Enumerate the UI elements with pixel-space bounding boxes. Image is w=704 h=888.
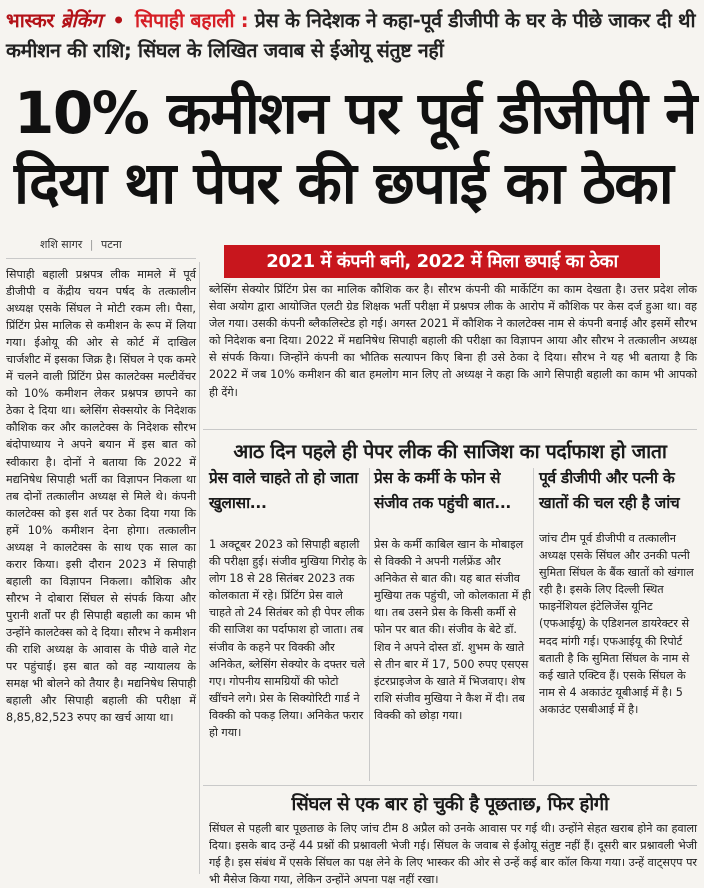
breaking-text: प्रेस के निदेशक ने कहा-पूर्व डीजीपी के घर के पीछे जाकर दी थी कमीशन की राशि; सिंघल के लिखित जवाब से ईओयू संतुष्ट नहीं bbox=[6, 9, 696, 62]
story-box-company bbox=[203, 281, 697, 401]
byline-city: पटना bbox=[101, 238, 122, 251]
subcolumn-1-text: 1 अक्टूबर 2023 को सिपाही बहाली की परीक्षा हुई। संजीव मुखिया गिरोह के लोग 18 से 28 सितंबर 2023 तक कोलकाता में रहे। प्रिंटिंग प्रेस वाले चाहते तो 24 सितंबर को ही पेपर लीक की साजिश का पर्दाफाश हो जाता। तब संजीव के कहने पर विक्की और अनिकेत, ब्लेसिंग सेक्योर के दफ्तर चले गए। गोपनीय सामग्रियों की फोटो खींचने लगे। प्रेस के सिक्योरिटी गार्ड ने विक्की को पकड़ लिया। अनिकेत फरार हो गया। bbox=[209, 538, 367, 740]
box1-text: ब्लेसिंग सेक्योर प्रिंटिंग प्रेस का मालिक कौशिक कर है। सौरभ कंपनी की मार्केटिंग का काम देखता है। उत्तर प्रदेश लोक सेवा अयोग द्वारा आयोजित एलटी ग्रेड शिक्षक भर्ती परीक्षा में प्रश्नपत्र लीक के आरोप में कौशिक पर केस दर्ज हुआ था। वह जेल गया। उसकी कंपनी ब्लैकलिस्टेड हो गई। अगस्त 2021 में कौशिक ने कालटेक्स नाम से कंपनी बनाई और इसमें सौरभ को निदेशक बना दिया। 2022 में मद्यनिषेध सिपाही बहाली की परीक्षा का विज्ञापन आया और सौरभ ने तत्कालीन अध्यक्ष से संपर्क किया। जिन्होंने कंपनी का भौतिक सत्यापन किए बिना ही उसे ठेका दे दिया। सौरभ ने यह भी बताया है कि 2022 में जब 10% कमीशन की बात हमलोग मान लिए तो अध्यक्ष ने कहा कि आगे सिपाही बहाली का काम भी आपको ही देंगे। bbox=[209, 283, 697, 399]
column-divider bbox=[199, 262, 200, 874]
subcolumn-3 bbox=[539, 466, 697, 718]
topic-colon: : bbox=[240, 9, 249, 32]
section2-text: सिंघल से पहली बार पूछताछ के लिए जांच टीम 8 अप्रैल को उनके आवास पर गई थी। उन्होंने सेहत खराब होने का हवाला दिया। इसके बाद उन्हें 44 प्रश्नों की प्रश्नावली भेजी गई। सिंघल के जवाब से ईओयू संतुष्ट नहीं हैं। दूसरी बार प्रश्नावली भेजी गई है। इस संबंध में एसके सिंघल का पक्ष लेने के लिए भास्कर की ओर से उन्हें कई बार कॉल किया गया। उन्हें वाट्सएप पर भी मैसेज किया गया, लेकिन उन्होंने अपना पक्ष नहीं रखा। bbox=[209, 822, 697, 887]
section-heading: आठ दिन पहले ही पेपर लीक की साजिश का पर्दाफाश हो जाता bbox=[233, 440, 667, 463]
section2-heading: सिंघल से एक बार हो चुकी है पूछताछ, फिर होगी bbox=[291, 794, 609, 815]
red-banner: 2021 में कंपनी बनी, 2022 में मिला छपाई का ठेका bbox=[224, 245, 660, 278]
section2-top-rule bbox=[203, 785, 697, 786]
byline-rule bbox=[6, 258, 196, 259]
byline bbox=[40, 237, 122, 252]
box1-bottom-rule bbox=[203, 429, 697, 430]
subcolumn-divider-2 bbox=[533, 468, 534, 781]
brand-bhaskar: भास्कर bbox=[6, 9, 55, 32]
byline-separator: | bbox=[89, 238, 94, 251]
subcolumn-1-heading: प्रेस वाले चाहते तो हो जाता खुलासा... bbox=[209, 469, 359, 512]
subcolumn-divider-1 bbox=[369, 468, 370, 781]
breaking-topic: सिपाही बहाली bbox=[135, 9, 235, 32]
left-column-story bbox=[6, 266, 196, 876]
subcolumn-1 bbox=[209, 466, 367, 741]
byline-author: शशि सागर bbox=[40, 238, 83, 251]
subcolumn-2-heading: प्रेस के कर्मी के फोन से संजीव तक पहुंची बात... bbox=[374, 469, 511, 512]
subcolumn-2-text: प्रेस के कर्मी काबिल खान के मोबाइल से विक्की ने अपनी गर्लफ्रेंड और अनिकेत से बात की। यह बात संजीव मुखिया तक पहुंची, जो कोलकाता में ही था। तब उसने प्रेस के किसी कर्मी से फोन पर बात की। संजीव के बेटे डॉ. शिव ने अपने दोस्त डॉ. शुभम के खाते से तीन बार में 17, 500 रुपए एसएस इंटरप्राइजेज के खाते में भिजवाए। शेष राशि संजीव मुखिया ने कैश में दी। तब विक्की को छोड़ा गया। bbox=[374, 538, 531, 722]
subcolumn-3-text: जांच टीम पूर्व डीजीपी व तत्कालीन अध्यक्ष एसके सिंघल और उनकी पत्नी सुमिता सिंघल के बैंक खातों को खंगाल रही है। इसके लिए दिल्ली स्थित फाइनेंशियल इंटेलिजेंस यूनिट (एफआईयू) के एडिशनल डायरेक्टर से मदद मांगी गई। एफआईयू की रिपोर्ट बताती है कि सुमिता सिंघल के नाम से कई खाते एक्टिव हैं। एसके सिंघल के नाम से 4 अकाउंट यूबीआई में है। 5 अकाउंट एसबीआई में है। bbox=[539, 532, 694, 716]
subcolumn-2 bbox=[374, 466, 532, 724]
headline-line-2: दिया था पेपर की छपाई का ठेका bbox=[14, 149, 673, 217]
headline-line-1: 10% कमीशन पर पूर्व डीजीपी ने bbox=[14, 79, 696, 147]
left-column-text: सिपाही बहाली प्रश्नपत्र लीक मामले में पूर्व डीजीपी व केंद्रीय चयन पर्षद के तत्कालीन अध्यक्ष एसके सिंघल ने मोटी रकम ली। पैसा, प्रिंटिंग प्रेस मालिक से कमीशन के रूप में लिया गया। ईओयू की ओर से कोर्ट में दाखिल चार्जशीट में इसका जिक्र है। सिंघल ने एक कमरे में चलने वाली प्रिंटिंग प्रेस कालटेक्स मल्टीवेंचर को 10% कमीशन लेकर प्रश्नपत्र छापने का ठेका दे दिया था। ब्लेसिंग सेक्सयोर के निदेशक कौशिक कर और कालटेक्स के निदेशक सौरभ बंदोपाध्याय ने अपने बयान में इस बात को स्वीकारा है। दोनों ने बताया कि 2022 में मद्यनिषेध सिपाही भर्ती का विज्ञापन निकला था तब दोनों तत्कालीन अध्यक्ष से मिले थे। कंपनी कालटेक्स को इस शर्त पर ठेका दिया गया कि हमें 10% कमीशन देना होगा। तत्कालीन अध्यक्ष ने कालटेक्स के साथ एक साल का करार किया। इसी दौरान 2023 में सिपाही बहाली का विज्ञापन निकला। कौशिक और सौरभ ने दोबारा सिंघल से संपर्क किया और पुरानी शर्तों पर ही सिपाही बहाली का काम भी उन्होंने कालटेक्स को दे दिया। सौरभ ने कमीशन की राशि अध्यक्ष के आवास के पीछे वाले गेट पर पहुंचाई। इस बात को वह न्यायालय के समक्ष भी बोलने को तैयार है। मद्यनिषेध सिपाही बहाली और सिपाही बहाली की परीक्षा में 8,85,82,523 रुपए का खर्च आया था। bbox=[6, 268, 196, 725]
subcolumn-3-heading: पूर्व डीजीपी और पत्नी के खातों की चल रही है जांच bbox=[539, 469, 680, 512]
brand-breaking: ब्रेकिंग bbox=[60, 9, 102, 32]
headline bbox=[14, 78, 700, 218]
breaking-strip bbox=[6, 6, 700, 70]
bullet-separator: • bbox=[112, 9, 125, 32]
